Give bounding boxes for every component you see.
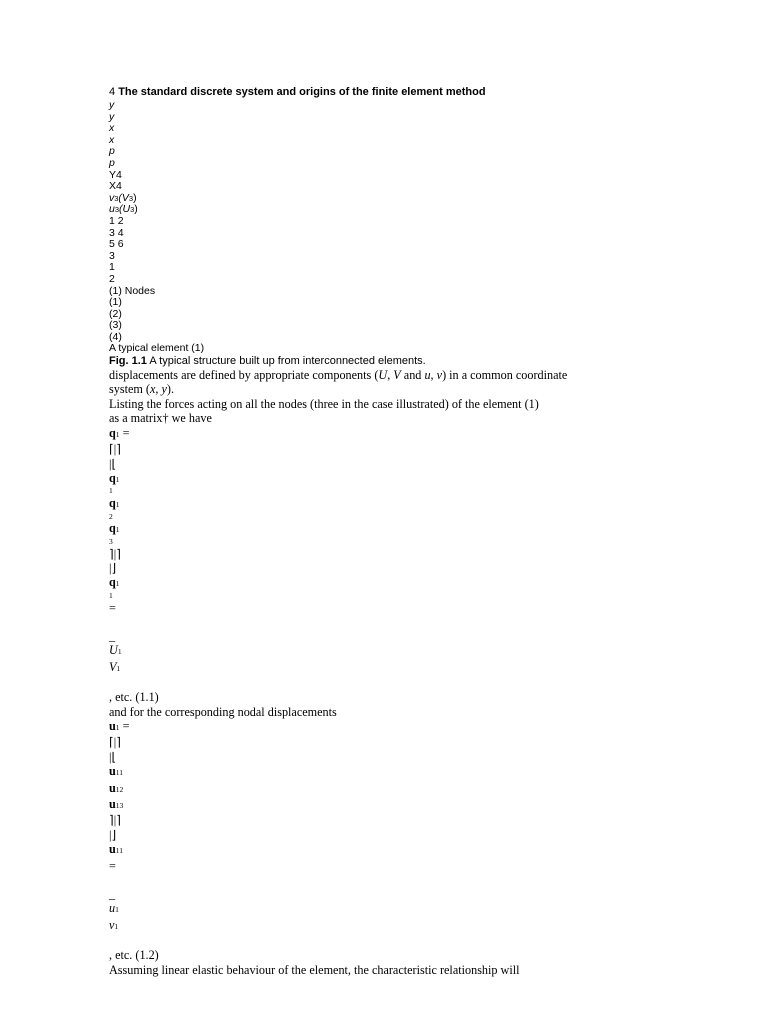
figure-label: (4) [109,330,122,343]
figure-label: 3 [109,249,115,262]
vector-entry: u13 [109,797,124,811]
paragraph-line: Listing the forces acting on all the nodes (three in the case illustrated) of the element (1) [109,396,539,411]
figure-label-u3: u3(U3) [109,203,138,216]
vector-index: 3 [109,536,113,546]
equals-sign: = [109,858,116,873]
page-number: 4 [109,86,116,98]
equation-1-1 [109,426,729,705]
brace: |⌋ [109,560,117,575]
chapter-title: The standard discrete system and origins of the finite element method [118,86,486,98]
figure-label: 5 6 [109,238,124,251]
figure-caption-text: A typical structure built up from interconnected elements. [146,355,426,368]
paragraph-line: system (x, y). [109,382,175,397]
figure-label: x [109,122,115,135]
figure-label: y [109,110,115,123]
running-header [109,86,729,99]
figure-label: (3) [109,319,122,332]
dash: _ [109,628,116,643]
vector-entry: u11 [109,842,124,857]
equation-lhs: q1 = [109,425,130,440]
paragraph-line: Assuming linear elastic behaviour of the element, the characteristic relationship will [109,962,520,977]
figure-label: y [109,99,115,111]
figure-labels [109,100,729,355]
vector-entry: q1 [109,521,120,536]
equation-1-2 [109,719,729,963]
vector-index: 1 [109,590,113,600]
spacer [109,873,729,887]
figure-label: A typical element (1) [109,342,205,355]
body-text [109,705,729,719]
figure-label: Y4 [109,168,122,181]
vector-entry: q1 [109,575,120,590]
vector-entry: q1 [109,496,120,511]
figure-label-v3: v3(V3) [109,191,137,204]
vector-entry: q1 [109,470,120,485]
vector-component: U1 [109,643,122,658]
vector-entry: u12 [109,780,124,795]
equation-number: , etc. (1.1) [109,690,159,705]
brace: |⌊ [109,456,117,471]
figure-label: 1 2 [109,214,124,227]
figure-label: p [109,156,115,169]
equation-lhs: u1 = [109,718,130,733]
dash: _ [109,887,116,902]
brace: |⌋ [109,827,117,842]
figure-label: 3 4 [109,226,124,239]
figure-label: (2) [109,307,122,320]
spacer [109,676,729,690]
figure-label: 2 [109,272,115,285]
paragraph-line: displacements are defined by appropriate components (U, V and u, v) in a common coordinate [109,368,568,383]
figure-label: 1 [109,261,115,274]
brace: ⌉|⌉ [109,813,121,828]
brace: ⌈|⌉ [109,442,121,457]
vector-entry: u11 [109,764,124,779]
equals-sign: = [109,600,116,615]
figure-label: (1) [109,296,122,309]
spacer [109,615,729,629]
body-text [109,368,729,426]
vector-index: 1 [109,486,113,496]
figure-label: (1) Nodes [109,284,156,297]
document-page [109,86,729,977]
vector-index: 2 [109,511,113,521]
equation-number: , etc. (1.2) [109,948,159,963]
vector-component: u1 [109,901,119,916]
vector-component: V1 [109,659,121,674]
figure-label: X4 [109,180,122,193]
brace: ⌈|⌉ [109,735,121,750]
brace: ⌉|⌉ [109,546,121,561]
figure-label: x [109,133,115,146]
paragraph-line: as a matrix† we have [109,411,212,426]
figure-label: p [109,145,115,158]
spacer [109,934,729,948]
figure-caption [109,355,729,368]
body-text [109,963,729,977]
brace: |⌊ [109,749,117,764]
paragraph-line: and for the corresponding nodal displacements [109,704,337,719]
vector-component: v1 [109,917,119,932]
figure-caption-label: Fig. 1.1 [109,355,147,368]
